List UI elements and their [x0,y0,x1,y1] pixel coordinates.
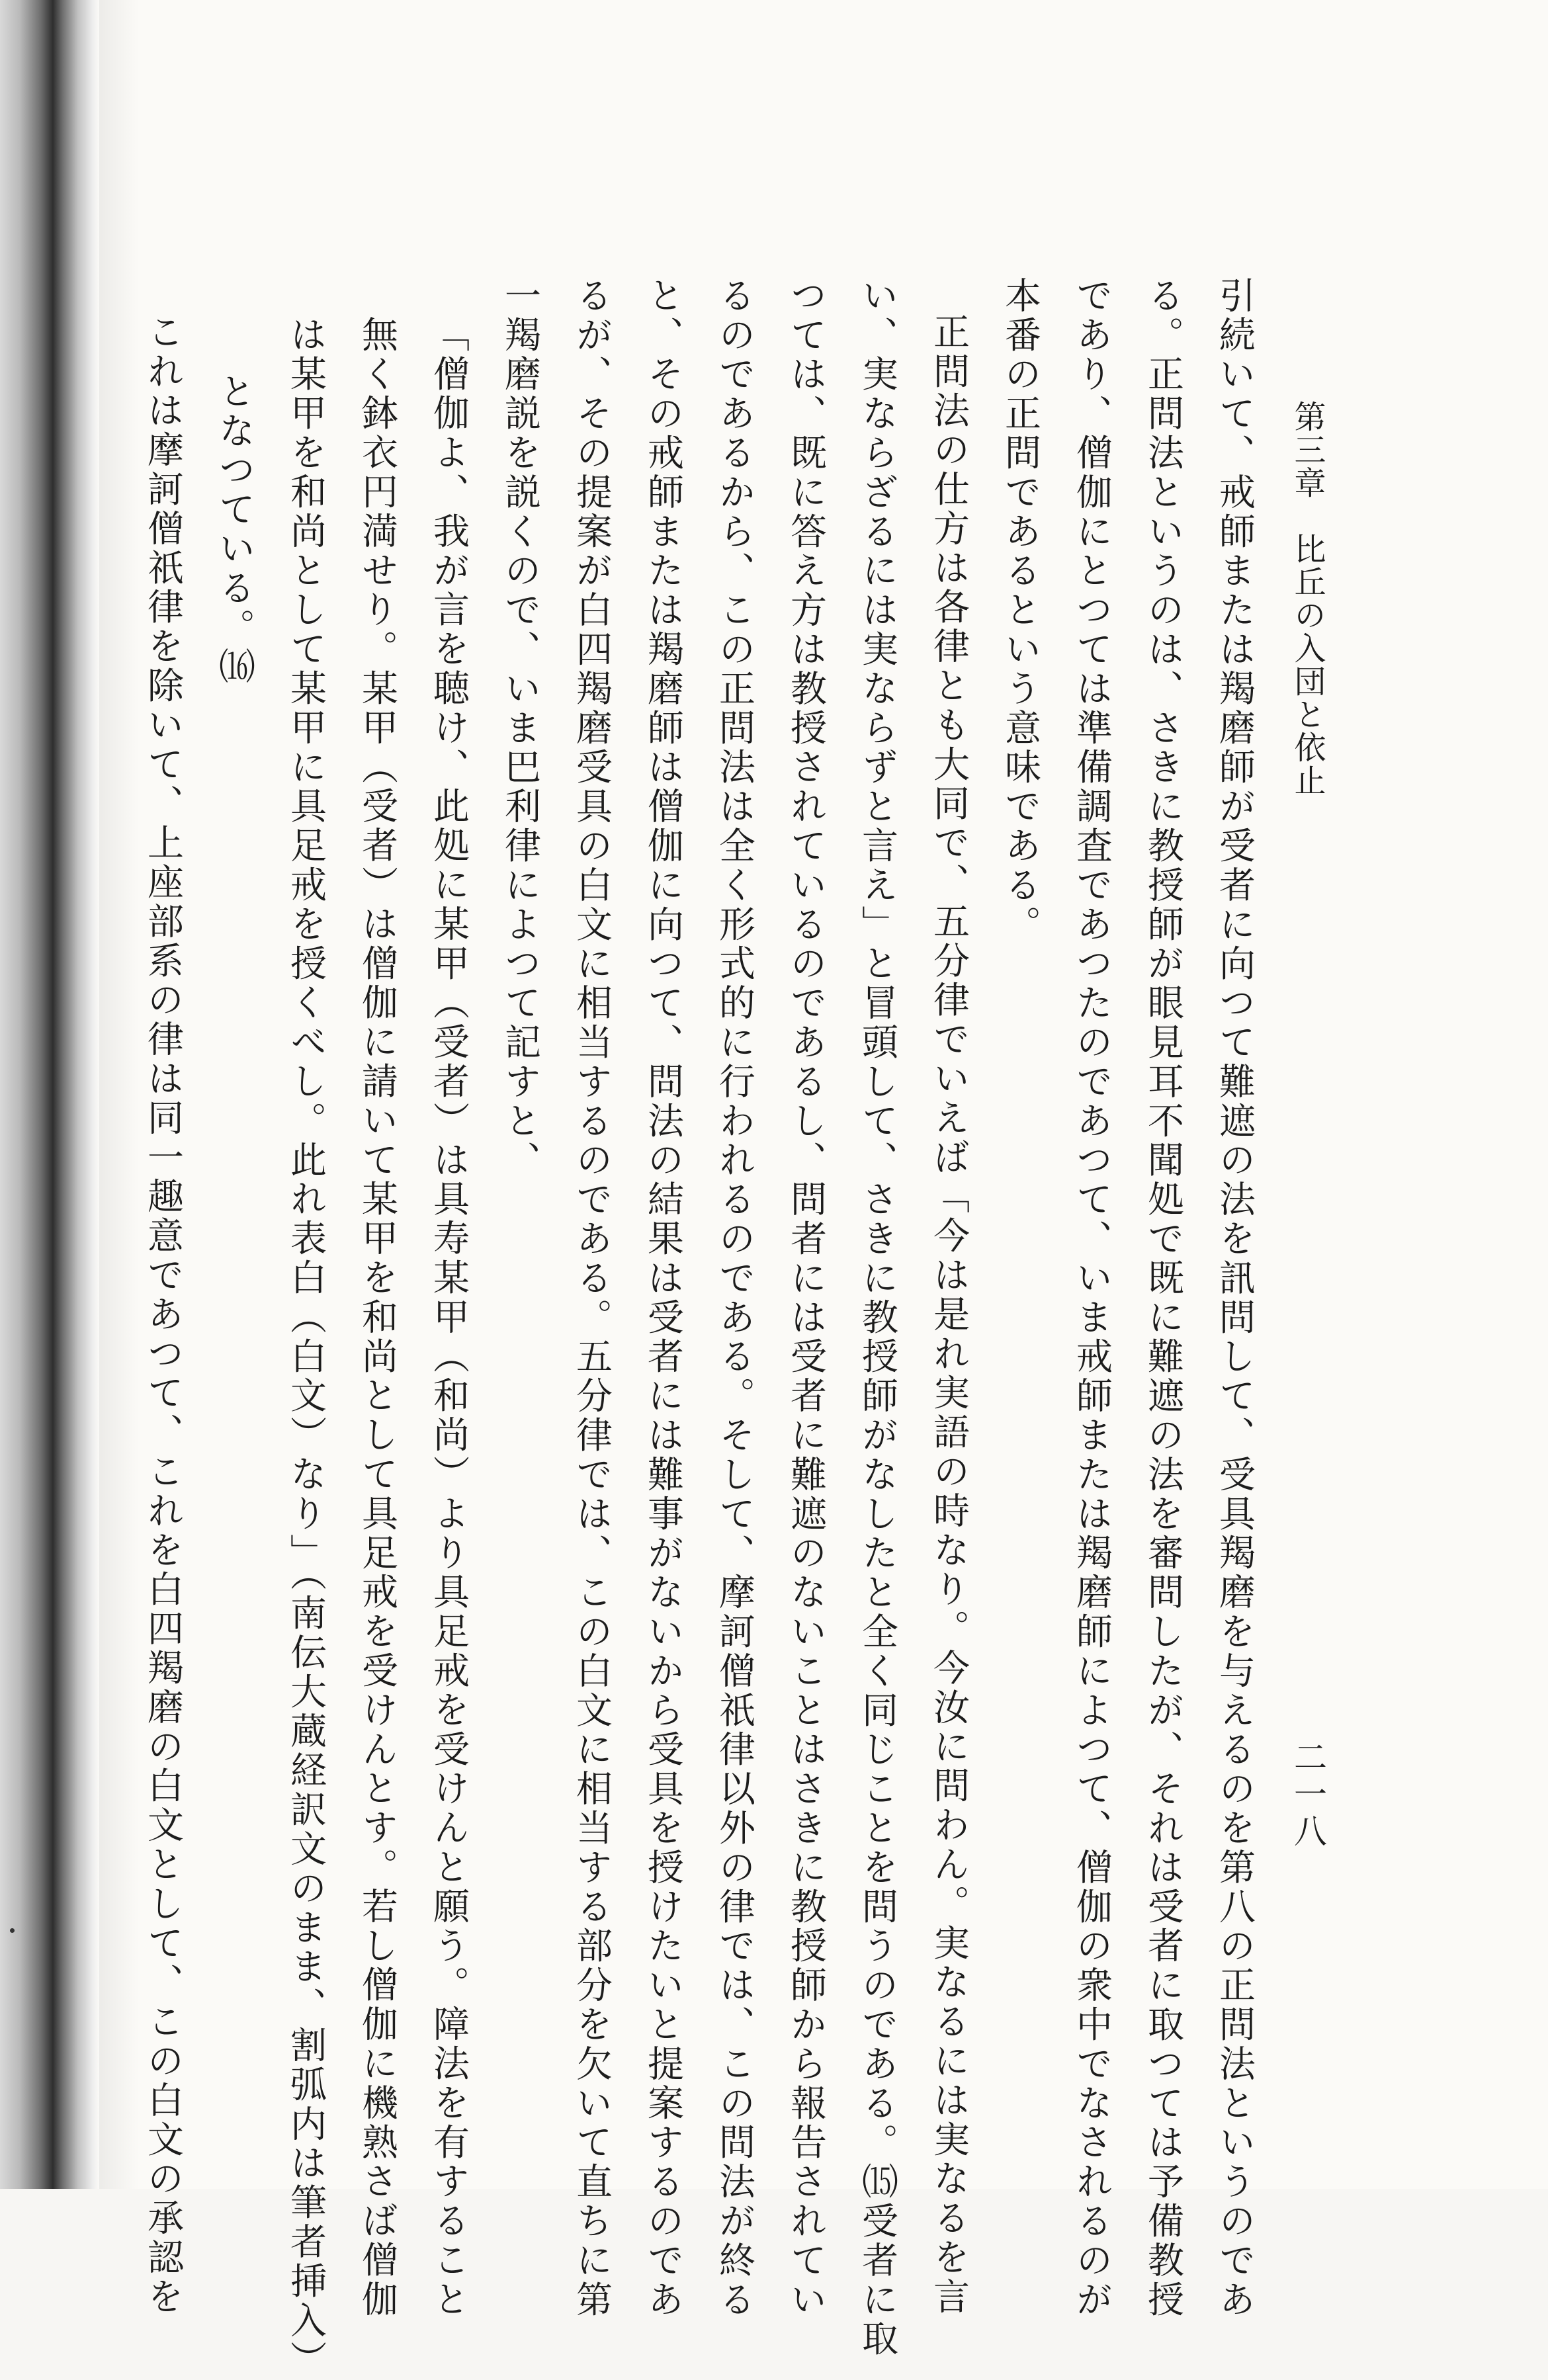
body-text [79,276,1270,2380]
text-line-10: るが、その提案が白四羯磨受具の白文に相当するのである。五分律では、この白文に相当する部分を欠いて直ちに第 [570,276,613,2320]
quote-close-line: となつている。⒃ [213,372,255,687]
quote-line-1: 「僧伽よ、我が言を聴け、此処に某甲（受者）は具寿某甲（和尚）より具足戒を受けんと願う。障法を有すること [427,316,470,2320]
running-head: 第三章 比丘の入団と依止 [1289,400,1326,797]
text-line-16: これは摩訶僧祇律を除いて、上座部系の律は同一趣意であつて、これを白四羯磨の白文として、この白文の承認を [142,313,184,2317]
quote-line-2: 無く鉢衣円満せり。某甲（受者）は僧伽に請いて某甲を和尚として具足戒を受けんとす。若し僧伽に機熟さば僧伽 [356,316,398,2320]
text-line-11: 一羯磨説を説くので、いま巴利律によつて記すと、 [499,276,541,1181]
text-line-9: と、その戒師または羯磨師は僧伽に向つて、問法の結果は受者には難事がないから受具を授けたいと提案するのであ [642,276,684,2320]
text-line-4: 本番の正問であるという意味である。 [999,276,1041,945]
quote-line-3: は某甲を和尚として某甲に具足戒を授くべし。此れ表白（白文）なり」（南伝大蔵経訳文のまま、割弧内は筆者挿入） [284,316,327,2380]
text-line-7: つては、既に答え方は教授されているのであるし、問者には受者に難遮のないことはさきに教授師から報告されてい [785,276,827,2320]
text-line-8: るのであるから、この正問法は全く形式的に行われるのである。そして、摩訶僧祇律以外の律では、この問法が終る [713,276,755,2320]
page-number: 二一八 [1289,1740,1327,1851]
text-line-6: い、実ならざるには実ならずと言え」と冒頭して、さきに教授師がなしたと全く同じことを問うのである。⒂受者に取 [856,276,898,2359]
text-line-3: であり、僧伽にとつては準備調査であつたのであつて、いま戒師または羯磨師によつて、僧伽の衆中でなされるのが [1070,276,1113,2320]
text-line-1: 引続いて、戒師または羯磨師が受者に向つて難遮の法を訊問して、受具羯磨を与えるのを第八の正問法というのであ [1213,276,1256,2320]
text-line-2: る。正問法というのは、さきに教授師が眼見耳不聞処で既に難遮の法を審問したが、それは受者に取つては予備教授 [1142,276,1184,2320]
scan-speck [10,1928,15,1933]
text-line-5: 正問法の仕方は各律とも大同で、五分律でいえば「今は是れ実語の時なり。今汝に問わん。実なるには実なるを言 [927,313,970,2317]
